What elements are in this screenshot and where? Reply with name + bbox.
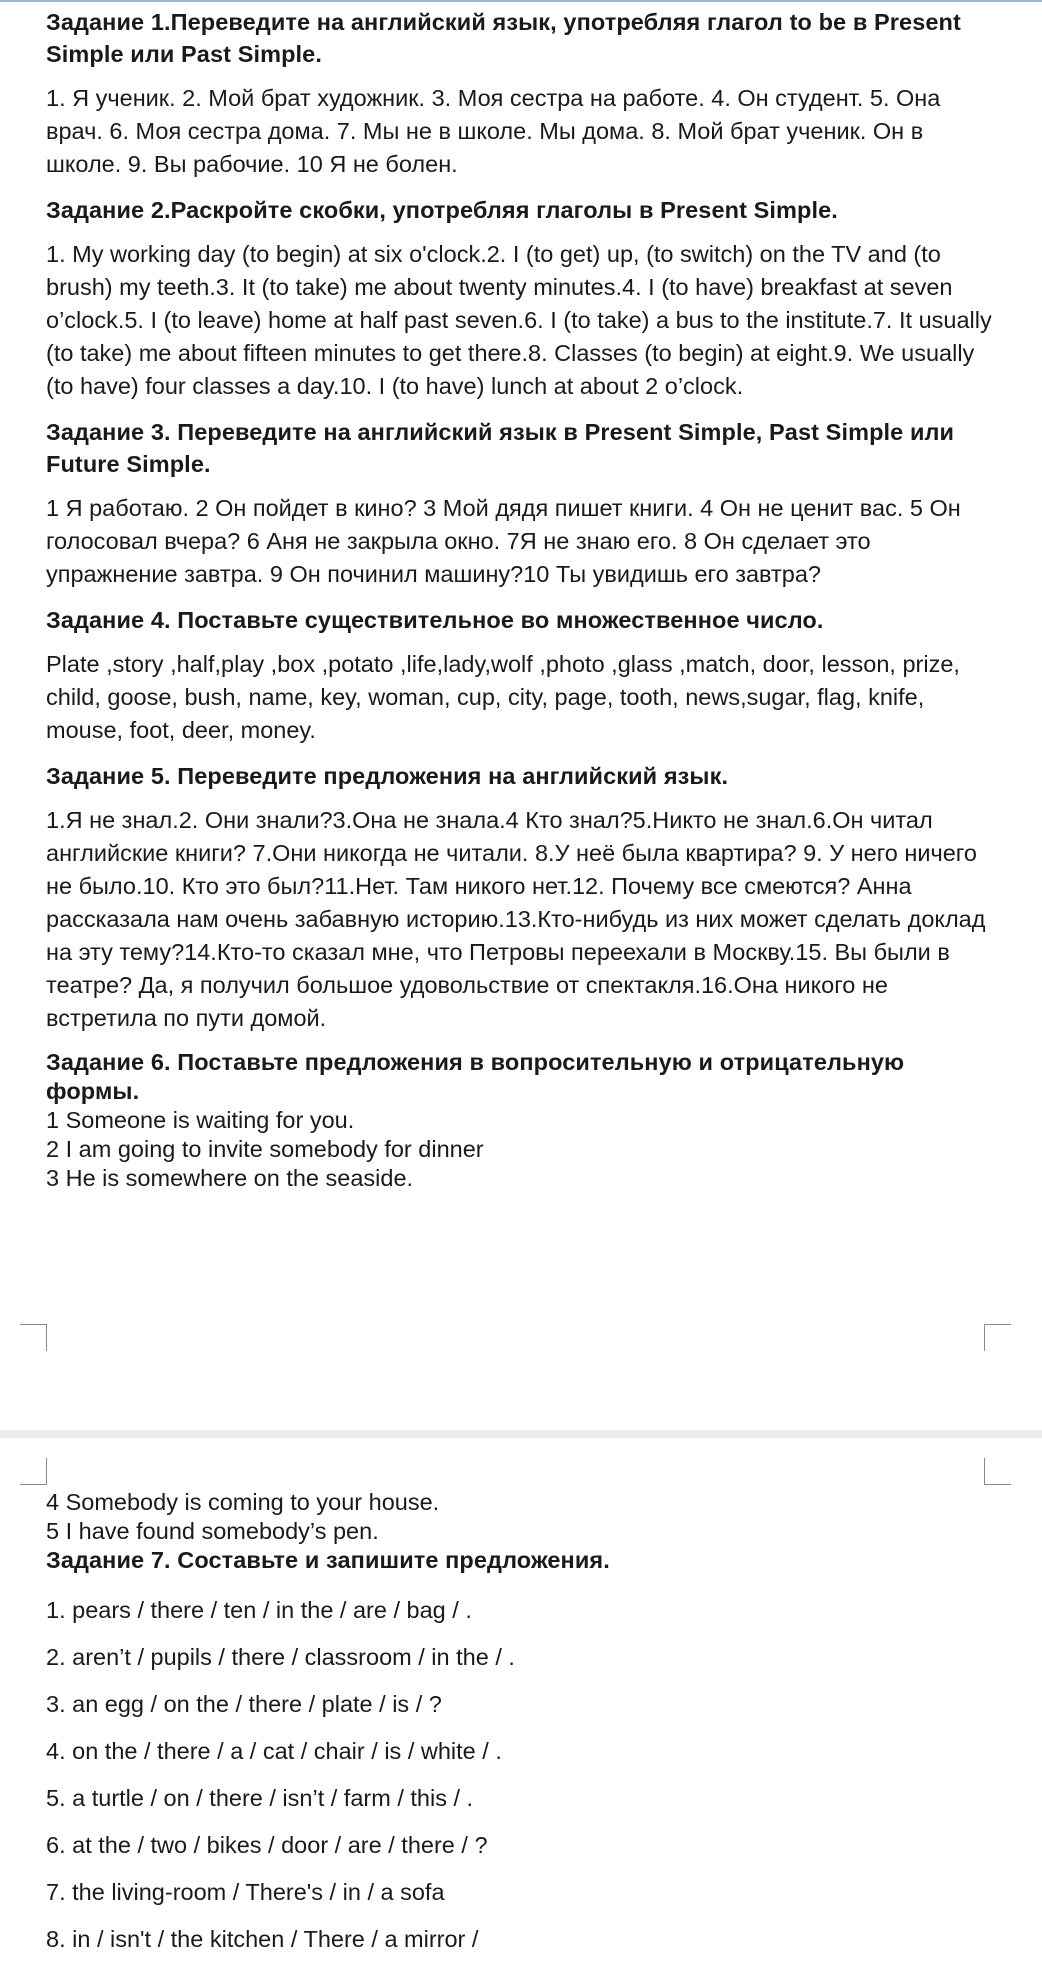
page-corner-marker-bottom-right	[984, 1324, 1011, 1351]
task-6-item-1: 1 Someone is waiting for you.	[46, 1107, 355, 1133]
page-2-content	[46, 1488, 996, 1970]
document-page-1	[0, 2, 1042, 1432]
task-7-item-5: 5. a turtle / on / there / isn’t / farm / this / .	[46, 1785, 474, 1811]
task-7-heading: Задание 7. Составьте и запишите предложения.	[46, 1547, 610, 1573]
task-7-item-4: 4. on the / there / a / cat / chair / is / white / .	[46, 1738, 502, 1764]
task-2-heading: Задание 2.Раскройте скобки, употребляя глаголы в Present Simple.	[46, 197, 838, 223]
task-7-item-8: 8. in / isn't / the kitchen / There / a mirror /	[46, 1926, 479, 1952]
task-3-heading: Задание 3. Переведите на английский язык в Present Simple, Past Simple или Future Simple.	[46, 419, 955, 477]
page-corner-marker-top-left	[20, 1458, 47, 1485]
page-1-content	[46, 6, 996, 1193]
task-2-text: 1. My working day (to begin) at six o'clock.2. I (to get) up, (to switch) on the TV and (to brush) my teeth.3. It (to take) me about twenty minutes.4. I (to have) breakfast at seven o’clock.5. I (to leave) home at half past seven.6. I (to take) a bus to the institute.7. It usually (to take) me about fifteen minutes to get there.8. Classes (to begin) at eight.9. We usually (to have) four classes a day.10. I (to have) lunch at about 2 o’clock.	[46, 241, 992, 399]
task-6-item-5: 5 I have found somebody’s pen.	[46, 1518, 379, 1544]
document-page-2	[0, 1438, 1042, 1976]
task-7-item-6: 6. at the / two / bikes / door / are / there / ?	[46, 1832, 488, 1858]
task-6-item-3: 3 He is somewhere on the seaside.	[46, 1165, 414, 1191]
task-5-text: 1.Я не знал.2. Они знали?3.Она не знала.4 Кто знал?5.Никто не знал.6.Он читал английские книги? 7.Они никогда не читали. 8.У неё была квартира? 9. У него ничего не было.10. Кто это был?11.Нет. Там никого нет.12. Почему все смеются? Анна рассказала нам очень забавную историю.13.Кто-нибудь из них может сделать доклад на эту тему?14.Кто-то сказал мне, что Петровы переехали в Москву.15. Вы были в театре? Да, я получил большое удовольствие от спектакля.16.Она никого не встретила по пути домой.	[46, 807, 986, 1031]
task-6-heading: Задание 6. Поставьте предложения в вопросительную и отрицательную формы.	[46, 1049, 905, 1104]
task-7-item-7: 7. the living-room / There's / in / a sofa	[46, 1879, 445, 1905]
task-1-text: 1. Я ученик. 2. Мой брат художник. 3. Моя сестра на работе. 4. Он студент. 5. Она врач. 6. Моя сестра дома. 7. Мы не в школе. Мы дома. 8. Мой брат ученик. Он в школе. 9. Вы рабочие. 10 Я не болен.	[46, 85, 941, 177]
task-3-text: 1 Я работаю. 2 Он пойдет в кино? 3 Мой дядя пишет книги. 4 Он не ценит вас. 5 Он голосовал вчера? 6 Аня не закрыла окно. 7Я не знаю его. 8 Он сделает это упражнение завтра. 9 Он починил машину?10 Ты увидишь его завтра?	[46, 495, 961, 587]
task-4-heading: Задание 4. Поставьте существительное во множественное число.	[46, 607, 824, 633]
page-corner-marker-bottom-left	[20, 1324, 47, 1351]
task-6-item-4: 4 Somebody is coming to your house.	[46, 1489, 440, 1515]
task-4-text: Plate ,story ,half,play ,box ,potato ,life,lady,wolf ,photo ,glass ,match, door, lesson, prize, child, goose, bush, name, key, woman, cup, city, page, tooth, news,sugar, flag, knife, mouse, foot, deer, money.	[46, 651, 960, 743]
task-7-list	[46, 1594, 996, 1956]
task-7-item-3: 3. an egg / on the / there / plate / is / ?	[46, 1691, 442, 1717]
task-1-heading: Задание 1.Переведите на английский язык, употребляя глагол to be в Present Simple или Past Simple.	[46, 9, 961, 67]
page-corner-marker-top-right	[984, 1458, 1011, 1485]
page-break-gap	[0, 1430, 1042, 1438]
task-7-item-2: 2. aren’t / pupils / there / classroom / in the / .	[46, 1644, 515, 1670]
task-7-item-1: 1. pears / there / ten / in the / are / bag / .	[46, 1597, 472, 1623]
task-6-item-2: 2 I am going to invite somebody for dinner	[46, 1136, 484, 1162]
task-5-heading: Задание 5. Переведите предложения на английский язык.	[46, 763, 729, 789]
